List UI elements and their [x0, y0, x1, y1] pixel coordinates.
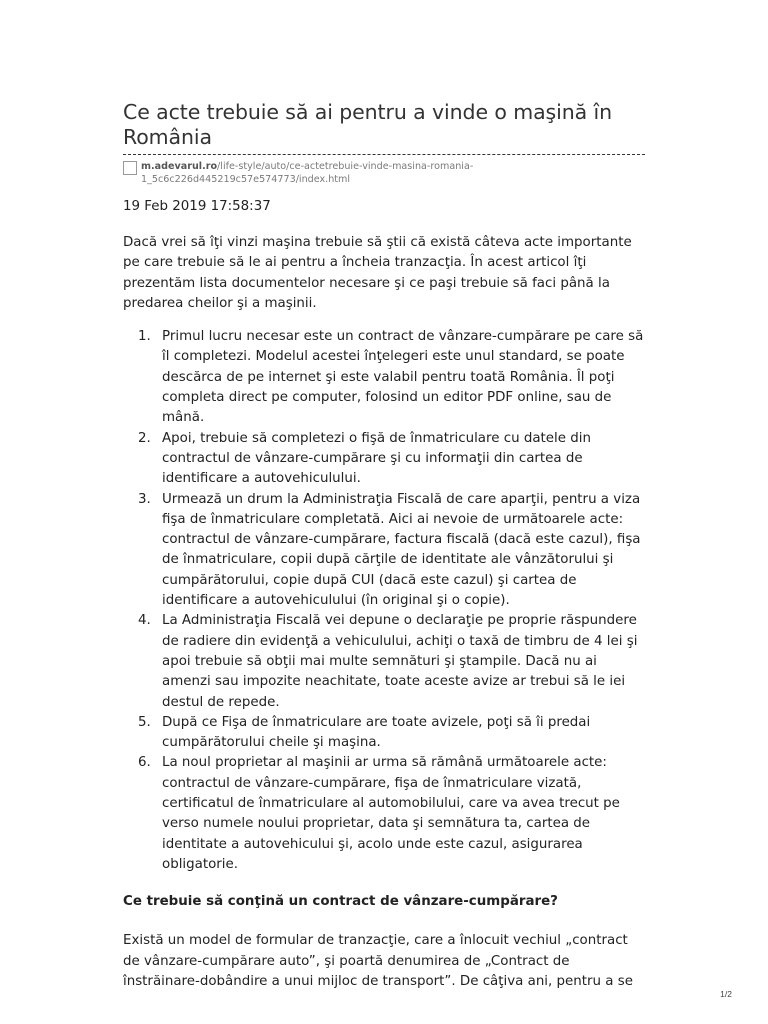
list-item: [123, 713, 646, 754]
title-divider: [123, 154, 645, 155]
favicon-icon: [123, 161, 137, 175]
list-item-number: 4.: [138, 613, 151, 629]
section-heading: Ce trebuie să conţină un contract de vânzare-cumpărare?: [123, 894, 558, 910]
list-item-text: Primul lucru necesar este un contract de vânzare-cumpărare pe care să îl completezi. Modelul acestei înţelegeri este unul standard, se poate descărca de pe internet şi este valabil pentru toată România. Îl poţi completa direct pe computer, folosind un editor PDF online, sau de mână.: [162, 329, 644, 426]
list-item-text: Urmează un drum la Administraţia Fiscală de care aparţii, pentru a viza fişa de înmatriculare completată. Aici ai nevoie de următoarele acte: contractul de vânzare-cumpărare, factura fiscală (dacă este cazul), fişa de înmatriculare, copii după cărţile de identitate ale vânzătorului şi cumpărătorului, copie după CUI (dacă este cazul) şi cartea de identificare a autovehiculului (în original şi o copie).: [162, 491, 641, 609]
intro-paragraph: Dacă vrei să îţi vinzi maşina trebuie să ştii că există câteva acte importante pe care trebuie să le ai pentru a încheia tranzacţia. În acest articol îţi prezentăm lista documentelor necesare şi ce paşi trebuie să faci până la predarea cheilor şi a maşinii.: [123, 235, 632, 311]
list-item: [123, 429, 646, 490]
outro-paragraph: Există un model de formular de tranzacţie, care a înlocuit vechiul „contract de vânzare-cumpărare auto”, şi poartă denumirea de „Contract de înstrăinare-dobândire a unui mijloc de transport”. De câţiva ani, pentru a se: [123, 933, 633, 989]
source-link[interactable]: [123, 160, 521, 186]
list-item-text: La Administraţia Fiscală vei depune o declaraţie pe proprie răspundere de radiere din evidenţă a vehiculului, achiţi o taxă de timbru de 4 lei şi apoi trebuie să obţii mai multe semnături şi ştampile. Dacă nu ai amenzi sau impozite neachitate, toate aceste avize ar trebui să le iei destul de repede.: [162, 613, 638, 710]
list-item-text: După ce Fişa de înmatriculare are toate avizele, poţi să îi predai cumpărătorului cheile şi maşina.: [162, 714, 591, 751]
list-item-number: 2.: [138, 430, 151, 446]
page-number: 1/2: [720, 989, 732, 999]
source-path[interactable]: /life-style/auto/ce-actetrebuie-vinde-masina-romania-1_5c6c226d445219c57e574773/index.html: [141, 161, 474, 185]
list-item: [123, 490, 646, 612]
list-item-text: Apoi, trebuie să completezi o fişă de înmatriculare cu datele din contractul de vânzare-cumpărare şi cu informaţii din cartea de identificare a autovehiculului.: [162, 430, 591, 487]
source-host[interactable]: m.adevarul.ro: [141, 161, 218, 172]
list-item-number: 3.: [138, 491, 151, 507]
list-item-number: 1.: [138, 329, 151, 345]
list-item-number: 6.: [138, 755, 151, 771]
list-item-number: 5.: [138, 714, 151, 730]
list-item: [123, 611, 646, 712]
steps-list: [123, 327, 646, 875]
list-item: [123, 753, 646, 875]
list-item-text: La noul proprietar al maşinii ar urma să rămână următoarele acte: contractul de vânzare-cumpărare, fişa de înmatriculare vizată, certificatul de înmatriculare al automobilului, care va avea trecut pe verso numele noului proprietar, data şi semnătura ta, cartea de identitate a autovehicului şi, acolo unde este cazul, asigurarea obligatorie.: [162, 755, 620, 872]
article-date: 19 Feb 2019 17:58:37: [123, 199, 271, 214]
list-item: [123, 327, 646, 428]
article: [123, 100, 646, 992]
article-title: Ce acte trebuie să ai pentru a vinde o maşină în România: [123, 100, 612, 149]
